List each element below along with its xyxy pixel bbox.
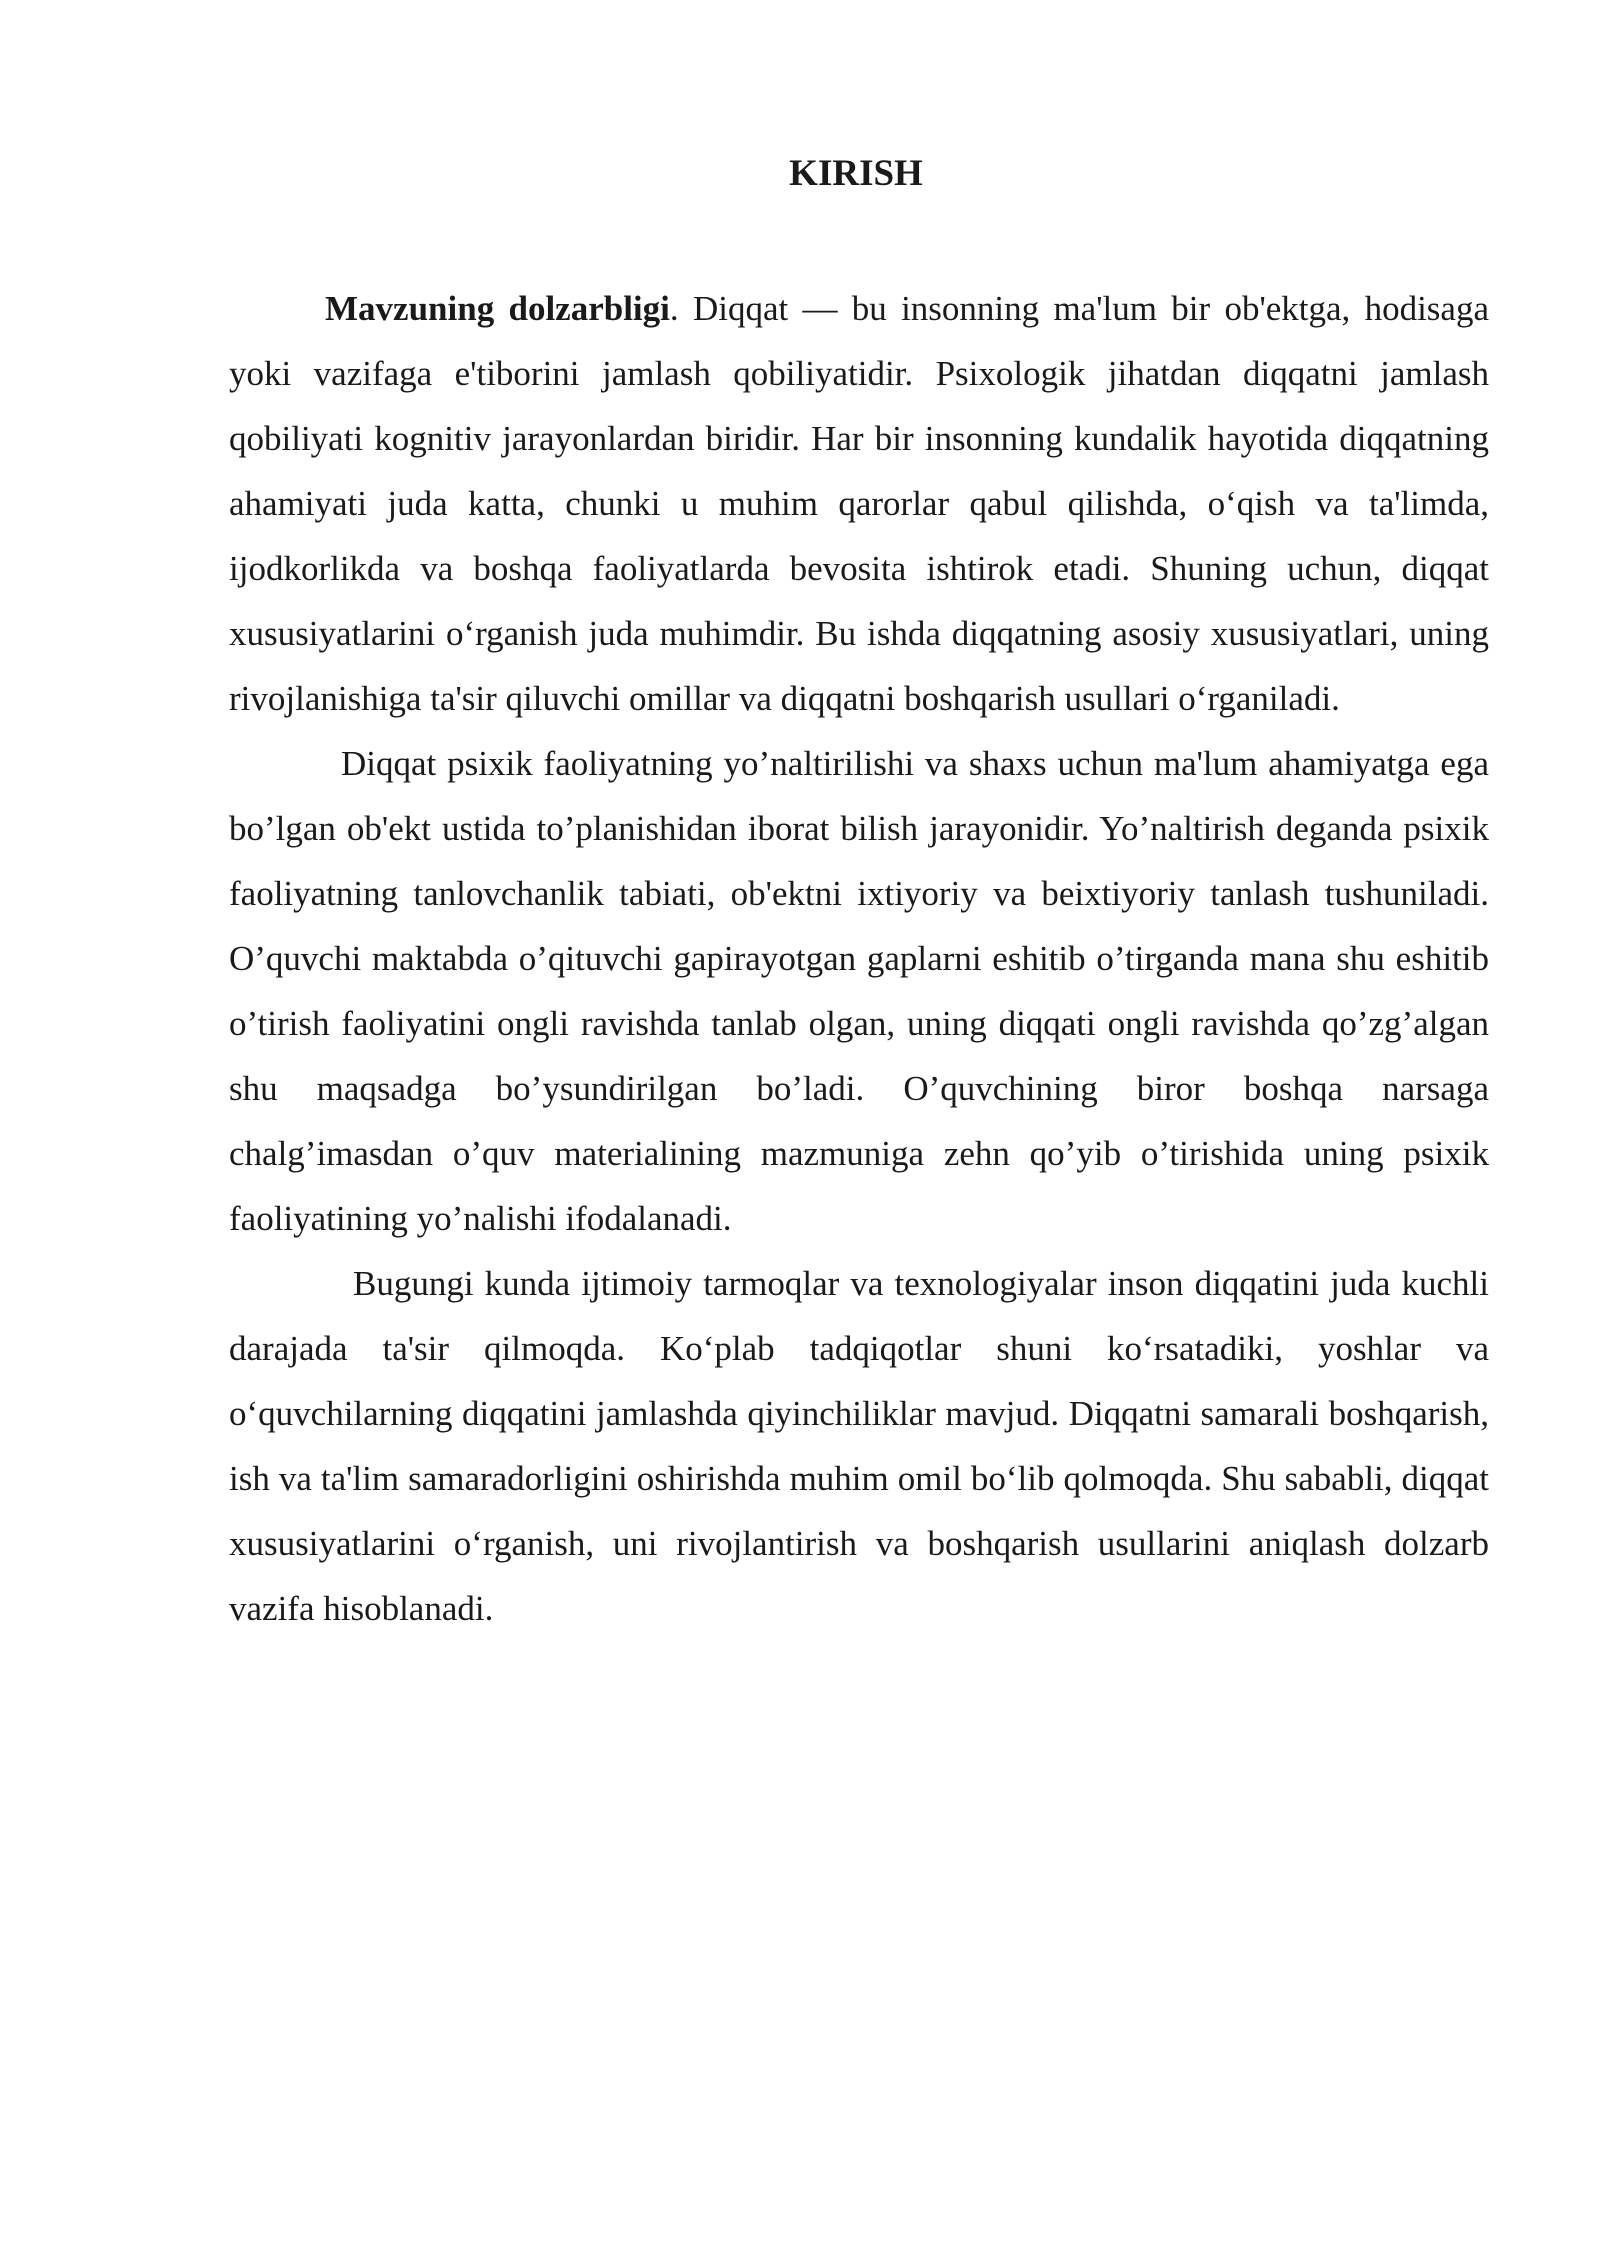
paragraph-attention-definition bbox=[229, 731, 1489, 1251]
paragraph-modern-context bbox=[229, 1251, 1489, 1641]
paragraph-text: Bugungi kunda ijtimoiy tarmoqlar va texnologiyalar inson diqqatini juda kuchli darajada ta'sir qilmoqda. Ko‘plab tadqiqotlar shuni ko‘rsatadiki, yoshlar va o‘quvchilarning diqqatini jamlashda qiyinchiliklar mavjud. Diqqatni samarali boshqarish, ish va ta'lim samaradorligini oshirishda muhim omil bo‘lib qolmoqda. Shu sababli, diqqat xususiyatlarini o‘rganish, uni rivojlantirish va boshqarish usullarini aniqlash dolzarb vazifa hisoblanadi. bbox=[229, 1264, 1489, 1628]
paragraph-relevance bbox=[229, 276, 1489, 731]
paragraph-text: . Diqqat — bu insonning ma'lum bir ob'ektga, hodisaga yoki vazifaga e'tiborini jamlash qobiliyatidir. Psixologik jihatdan diqqatni jamlash qobiliyati kognitiv jarayonlardan biridir. Har bir insonning kundalik hayotida diqqatning ahamiyati juda katta, chunki u muhim qarorlar qabul qilishda, o‘qish va ta'limda, ijodkorlikda va boshqa faoliyatlarda bevosita ishtirok etadi. Shuning uchun, diqqat xususiyatlarini o‘rganish juda muhimdir. Bu ishda diqqatning asosiy xususiyatlari, uning rivojlanishiga ta'sir qiluvchi omillar va diqqatni boshqarish usullari o‘rganiladi. bbox=[229, 289, 1489, 718]
document-body bbox=[229, 276, 1489, 1641]
paragraph-text: Diqqat psixik faoliyatning yo’naltirilishi va shaxs uchun ma'lum ahamiyatga ega bo’lgan ob'ekt ustida to’planishidan iborat bilish jarayonidir. Yo’naltirish deganda psixik faoliyatning tanlovchanlik tabiati, ob'ektni ixtiyoriy va beixtiyoriy tanlash tushuniladi. O’quvchi maktabda o’qituvchi gapirayotgan gaplarni eshitib o’tirganda mana shu eshitib o’tirish faoliyatini ongli ravishda tanlab olgan, uning diqqati ongli ravishda qo’zg’algan shu maqsadga bo’ysundirilgan bo’ladi. O’quvchining biror boshqa narsaga chalg’imasdan o’quv materialining mazmuniga zehn qo’yib o’tirishida uning psixik faoliyatining yo’nalishi ifodalanadi. bbox=[229, 744, 1489, 1238]
page-heading: KIRISH bbox=[789, 153, 923, 194]
paragraph-lead-term: Mavzuning dolzarbligi bbox=[325, 289, 670, 328]
